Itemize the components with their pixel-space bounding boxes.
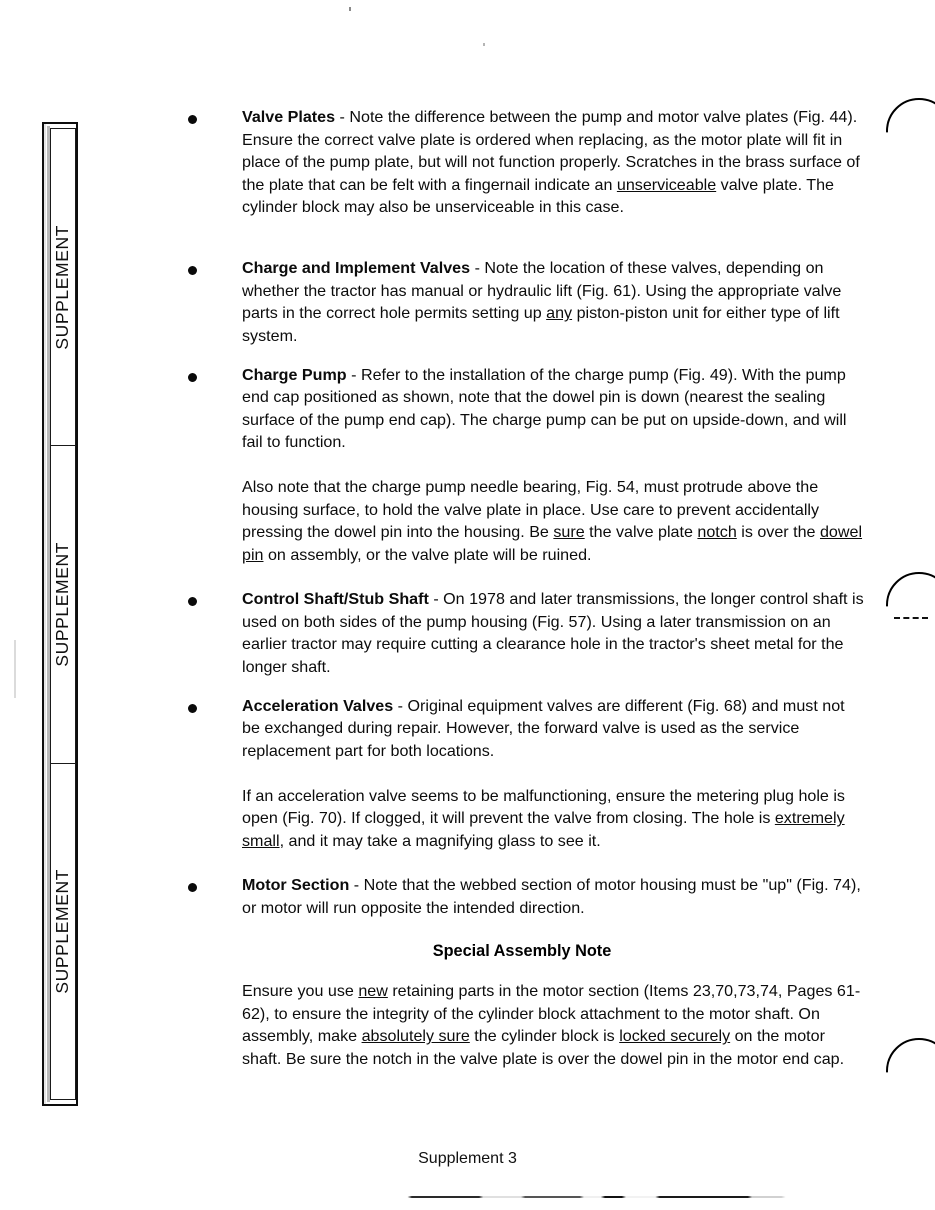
scan-artifact-speck-upper — [483, 43, 485, 46]
supplement-tab-strip — [42, 122, 78, 1106]
paragraph-charge-implement-valves-body-tail: piston-piston unit for either type of lift system. — [242, 304, 840, 345]
paragraph-charge-implement-valves — [188, 257, 866, 347]
special-note-underline-new: new — [358, 982, 388, 1001]
paragraph-valve-plates-body-tail: valve plate. The cylinder block may also be unserviceable in this case. — [242, 175, 834, 217]
paragraph-charge-implement-valves-underline: any — [546, 304, 573, 323]
paragraph-control-shaft-stub-shaft-lead: Control Shaft/Stub Shaft — [242, 590, 429, 609]
special-note-body-1: Ensure you use — [242, 982, 359, 1001]
metering-body-2: , and it may take a magnifying glass to see it. — [279, 831, 601, 850]
paragraph-charge-pump-needle-bearing-text — [242, 476, 866, 566]
paragraph-control-shaft-stub-shaft-text — [242, 588, 866, 678]
supplement-tab-3 — [50, 764, 76, 1100]
paragraph-motor-section — [188, 874, 866, 919]
bullet-icon — [188, 704, 197, 713]
paragraph-acceleration-valve-metering — [188, 785, 866, 853]
paragraph-motor-section-body: - Note that the webbed section of motor housing must be "up" (Fig. 74), or motor will run opposite the intended direction. — [242, 876, 861, 917]
bullet-icon — [188, 597, 197, 606]
paragraph-acceleration-valves-body: - Original equipment valves are different (Fig. 68) and must not be exchanged during repair. However, the forward valve is used as the service replacement part for both locations. — [242, 696, 845, 760]
hole-punch-arc-bottom — [886, 1038, 935, 1104]
bullet-icon — [188, 373, 197, 382]
paragraph-control-shaft-stub-shaft-body: - On 1978 and later transmissions, the longer control shaft is used on both sides of the pump housing (Fig. 57). Using a later transmission on an earlier tractor may require cutting a clearance hole in the tractor's sheet metal for the longer shaft. — [242, 590, 864, 677]
paragraph-special-assembly-note-text — [242, 980, 866, 1070]
needle-bearing-body-1: Also note that the charge pump needle bearing, Fig. 54, must protrude above the housing surface, to hold the valve plate in place. Use care to prevent accidentally pressing the dowel pin into the housing. Be — [242, 477, 820, 542]
paragraph-acceleration-valves-lead: Acceleration Valves — [242, 696, 394, 715]
paragraph-charge-implement-valves-body: - Note the location of these valves, depending on whether the tractor has manual or hydraulic lift (Fig. 61). Using the appropriate valve parts in the correct hole permits setting up — [242, 259, 842, 323]
paragraph-valve-plates-underline: unserviceable — [616, 175, 717, 194]
paragraph-special-assembly-note — [188, 980, 866, 1070]
document-body — [188, 90, 866, 1087]
paragraph-charge-pump-body: - Refer to the installation of the charge pump (Fig. 49). With the pump end cap positioned as shown, note that the dowel pin is down (nearest the sealing surface of the pump end cap). The charge pump can be put on upside-down, and will fail to function. — [242, 365, 847, 452]
bullet-icon — [188, 115, 197, 124]
paragraph-charge-pump-lead: Charge Pump — [242, 365, 347, 384]
paragraph-charge-implement-valves-lead: Charge and Implement Valves — [242, 259, 471, 278]
paragraph-control-shaft-stub-shaft — [188, 588, 866, 678]
special-assembly-note-heading: Special Assembly Note — [432, 941, 612, 960]
paragraph-valve-plates-text — [242, 106, 866, 219]
page-footer-label: Supplement 3 — [418, 1150, 517, 1167]
hole-punch-arc-top — [886, 98, 935, 164]
paragraph-acceleration-valve-metering-text — [242, 785, 866, 853]
supplement-tab-2 — [50, 446, 76, 764]
scan-artifact-left-margin — [14, 640, 16, 698]
paragraph-acceleration-valves — [188, 695, 866, 763]
special-assembly-note-block — [188, 940, 866, 963]
needle-bearing-underline-notch: notch — [697, 523, 737, 542]
supplement-tab-2-label: SUPPLEMENT — [52, 542, 73, 667]
page-footer — [0, 1150, 935, 1168]
paragraph-motor-section-lead: Motor Section — [242, 876, 350, 895]
supplement-tab-1 — [50, 128, 76, 446]
special-note-body-3: the cylinder block is — [469, 1027, 620, 1046]
paragraph-charge-pump-text — [242, 364, 866, 454]
special-note-body-2: retaining parts in the motor section (Items 23,70,73,74, Pages 61-62), to ensure the integrity of the cylinder block attachment to the motor shaft. On assembly, make — [242, 982, 861, 1046]
scan-artifact-bottom-line — [395, 1196, 815, 1198]
needle-bearing-underline-sure: sure — [553, 523, 585, 542]
needle-bearing-body-2: the valve plate — [584, 523, 698, 542]
hole-punch-arc-middle — [886, 572, 935, 638]
paragraph-charge-implement-valves-text — [242, 257, 866, 347]
needle-bearing-underline-dowel-pin: dowel pin — [242, 523, 863, 564]
special-note-body-4: on the motor shaft. Be sure the notch in the valve plate is over the dowel pin in the motor end cap. — [242, 1027, 845, 1068]
paragraph-motor-section-text — [242, 874, 866, 919]
paragraph-valve-plates — [188, 106, 866, 219]
paragraph-charge-pump — [188, 364, 866, 454]
bullet-icon — [188, 883, 197, 892]
special-note-underline-absolutely-sure: absolutely sure — [361, 1027, 470, 1046]
supplement-tab-3-label: SUPPLEMENT — [52, 869, 73, 994]
needle-bearing-body-4: on assembly, or the valve plate will be ruined. — [263, 545, 592, 564]
paragraph-valve-plates-lead: Valve Plates — [242, 108, 336, 127]
metering-underline-extremely-small: extremely small — [242, 809, 845, 850]
paragraph-valve-plates-body: - Note the difference between the pump and motor valve plates (Fig. 44). Ensure the correct valve plate is ordered when replacing, as the motor plate will fit in place of the pump plate, but will not function properly. Scratches in the brass surface of the plate that can be felt with a fingernail indicate an — [242, 108, 860, 194]
bullet-icon — [188, 266, 197, 275]
special-note-underline-locked-securely: locked securely — [619, 1027, 731, 1046]
scan-artifact-speck-top — [349, 7, 351, 11]
hole-punch-tail-middle — [894, 617, 928, 619]
metering-body-1: If an acceleration valve seems to be malfunctioning, ensure the metering plug hole is open (Fig. 70). If clogged, it will prevent the valve from closing. The hole is — [242, 786, 845, 828]
needle-bearing-body-3: is over the — [736, 523, 820, 542]
supplement-tab-1-label: SUPPLEMENT — [52, 224, 73, 350]
paragraph-charge-pump-needle-bearing — [188, 476, 866, 566]
paragraph-acceleration-valves-text — [242, 695, 866, 763]
